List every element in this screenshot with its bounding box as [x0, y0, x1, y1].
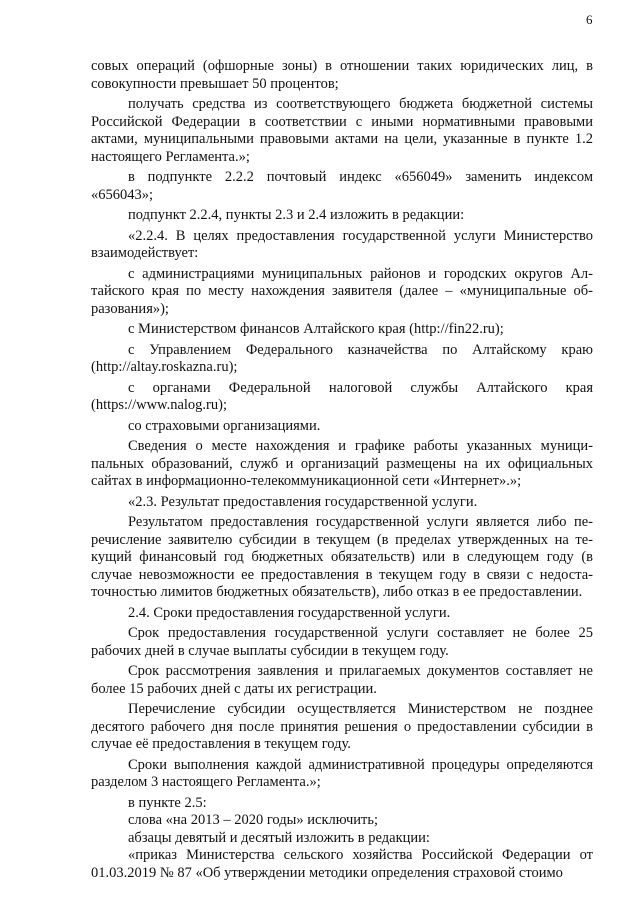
paragraph: Результатом предоставления государственной услуги является либо перечисление заявителю субсидии в текущем (в пределах утвержденных на текущий финансовый год бюджетных обязательств) или в следующем году (в случае невозможности ее предоставления в текущем году в связи с недостаточностью лимитов бюджетных обязательств), либо отказ в ее предоставлении. — [91, 514, 593, 600]
paragraph: 2.4. Сроки предоставления государственной услуги. — [128, 604, 451, 621]
paragraph: Сведения о месте нахождения и графике работы указанных муниципальных образований, служб и организаций размещены на их официальных сайтах в информационно-телекоммуникационной сети «Интернет».»; — [91, 438, 593, 489]
paragraph: Сроки выполнения каждой административной процедуры определяются разделом 3 настоящего Регламента.»; — [91, 756, 593, 790]
paragraph: совых операций (офшорные зоны) в отношении таких юридических лиц, в совокупности превышает 50 процентов; — [91, 58, 593, 92]
paragraph: абзацы девятый и десятый изложить в редакции: — [128, 829, 430, 846]
page-number: 6 — [586, 12, 593, 27]
document-body — [91, 58, 593, 882]
paragraph: с Министерством финансов Алтайского края (http://fin22.ru); — [128, 321, 504, 337]
paragraph: слова «на 2013 – 2020 годы» исключить; — [128, 812, 379, 828]
paragraph: Срок рассмотрения заявления и прилагаемых документов составляет не более 15 рабочих дней с даты их регистрации. — [91, 663, 593, 697]
paragraph: подпункт 2.2.4, пункты 2.3 и 2.4 изложить в редакции: — [128, 207, 465, 223]
paragraph: в подпункте 2.2.2 почтовый индекс «656049» заменить индексом «656043»; — [91, 169, 593, 203]
paragraph: получать средства из соответствующего бюджета бюджетной системы Российской Федерации в соответствии с иными нормативными правовыми актами, муниципальными правовыми актами на цели, указанные в пункте 1.2 настоящего Регламента.»; — [91, 96, 593, 165]
paragraph: «приказ Министерства сельского хозяйства Российской Федерации от 01.03.2019 № 87 «Об утверждении методики определения страховой стоимо — [91, 847, 593, 881]
paragraph: с администрациями муниципальных районов и городских округов Алтайского края по месту нахождения заявителя (далее – «муниципальные образования»); — [91, 265, 593, 317]
paragraph: в пункте 2.5: — [128, 794, 207, 811]
paragraph: с органами Федеральной налоговой службы Алтайского края (https://www.nalog.ru); — [91, 379, 593, 413]
paragraph: «2.3. Результат предоставления государственной услуги. — [128, 493, 478, 510]
paragraph: «2.2.4. В целях предоставления государственной услуги Министерство взаимодействует: — [91, 227, 593, 261]
paragraph: Перечисление субсидии осуществляется Министерством не позднее десятого рабочего дня после принятия решения о предоставлении субсидии в случае её предоставления в текущем году. — [91, 701, 593, 752]
paragraph: со страховыми организациями. — [128, 417, 321, 434]
paragraph: с Управлением Федерального казначейства по Алтайскому краю (http://altay.roskazna.ru); — [91, 341, 593, 375]
paragraph: Срок предоставления государственной услуги составляет не более 25 рабочих дней в случае выплаты субсидии в текущем году. — [91, 625, 593, 659]
